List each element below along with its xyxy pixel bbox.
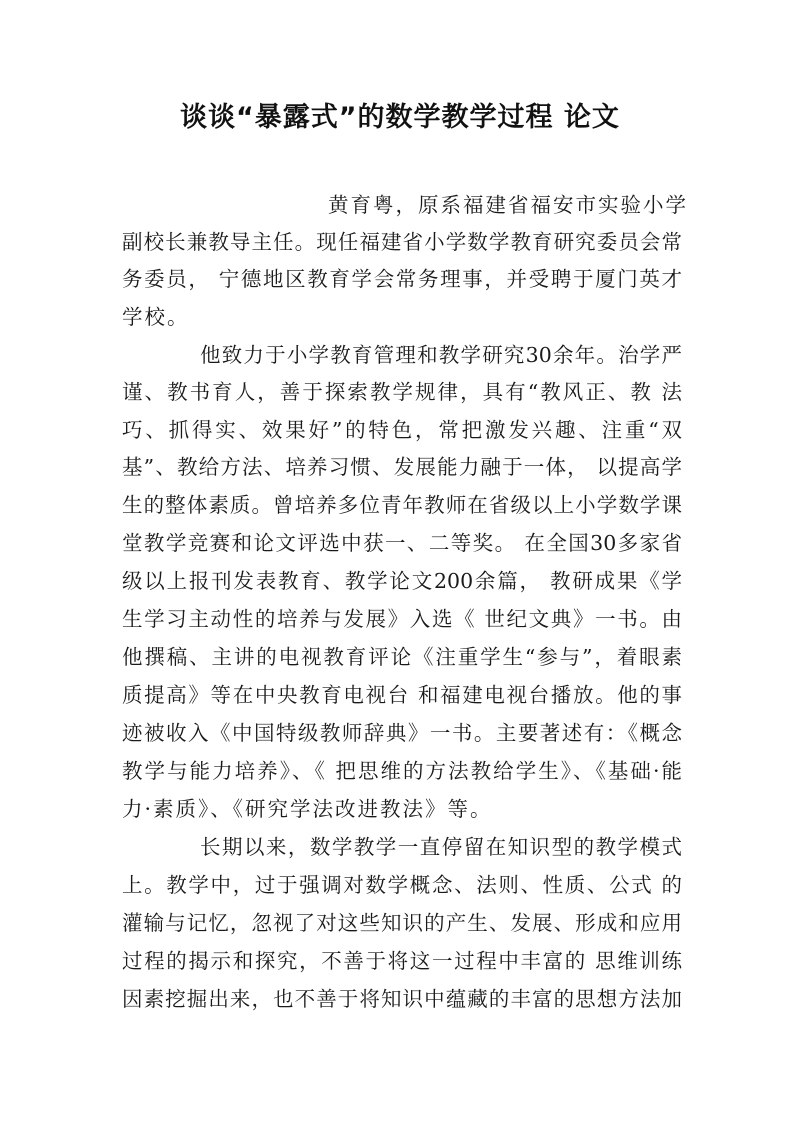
text-line: 副校长兼教导主任。现任福建省小学数学教育研究委员会常 (122, 230, 682, 254)
text-line: 学校。 (122, 305, 190, 329)
text-line: 他致力于小学教育管理和教学研究30余年。治学严 (200, 343, 682, 367)
text-line: 上。教学中，过于强调对数学概念、法则、性质、公式 的 (122, 873, 682, 897)
text-line: 力·素质》、《研究学法改进教法》等。 (122, 797, 493, 821)
text-line: 级以上报刊发表教育、教学论文200余篇， 教研成果《学 (122, 569, 682, 593)
text-line: 因素挖掘出来，也不善于将知识中蕴藏的丰富的思想方法加 (122, 987, 682, 1011)
text-line: 迹被收入《中国特级教师辞典》一书。主要著述有：《概念 (122, 721, 682, 745)
text-line: 质提高》等在中央教育电视台 和福建电视台播放。他的事 (122, 683, 682, 707)
text-line: 长期以来，数学教学一直停留在知识型的教学模式 (200, 835, 682, 859)
text-line: 生学习主动性的培养与发展》入选《 世纪文典》一书。由 (122, 607, 682, 631)
text-line: 过程的揭示和探究，不善于将这一过程中丰富的 思维训练 (122, 949, 682, 973)
text-line: 巧、抓得实、效果好”的特色，常把激发兴趣、注重“双 (122, 418, 682, 442)
text-line: 他撰稿、主讲的电视教育评论《注重学生“参与”，着眼素 (122, 645, 682, 669)
text-line: 堂教学竞赛和论文评选中获一、二等奖。 在全国30多家省 (122, 531, 682, 555)
text-line: 谨、教书育人，善于探索教学规律，具有“教风正、教 法 (122, 380, 682, 404)
text-line: 教学与能力培养》、《 把思维的方法教给学生》、《基础·能 (122, 759, 682, 783)
text-line: 务委员， 宁德地区教育学会常务理事，并受聘于厦门英才 (122, 267, 682, 291)
text-line: 基”、教给方法、培养习惯、发展能力融于一体， 以提高学 (122, 455, 682, 479)
text-line: 灌输与记忆，忽视了对这些知识的产生、发展、形成和应用 (122, 911, 682, 935)
text-line: 黄育粤，原系福建省福安市实验小学 (328, 193, 688, 217)
text-line: 生的整体素质。曾培养多位青年教师在省级以上小学数学课 (122, 493, 682, 517)
page-title: 谈谈“暴露式”的数学教学过程 论文 (180, 102, 620, 133)
